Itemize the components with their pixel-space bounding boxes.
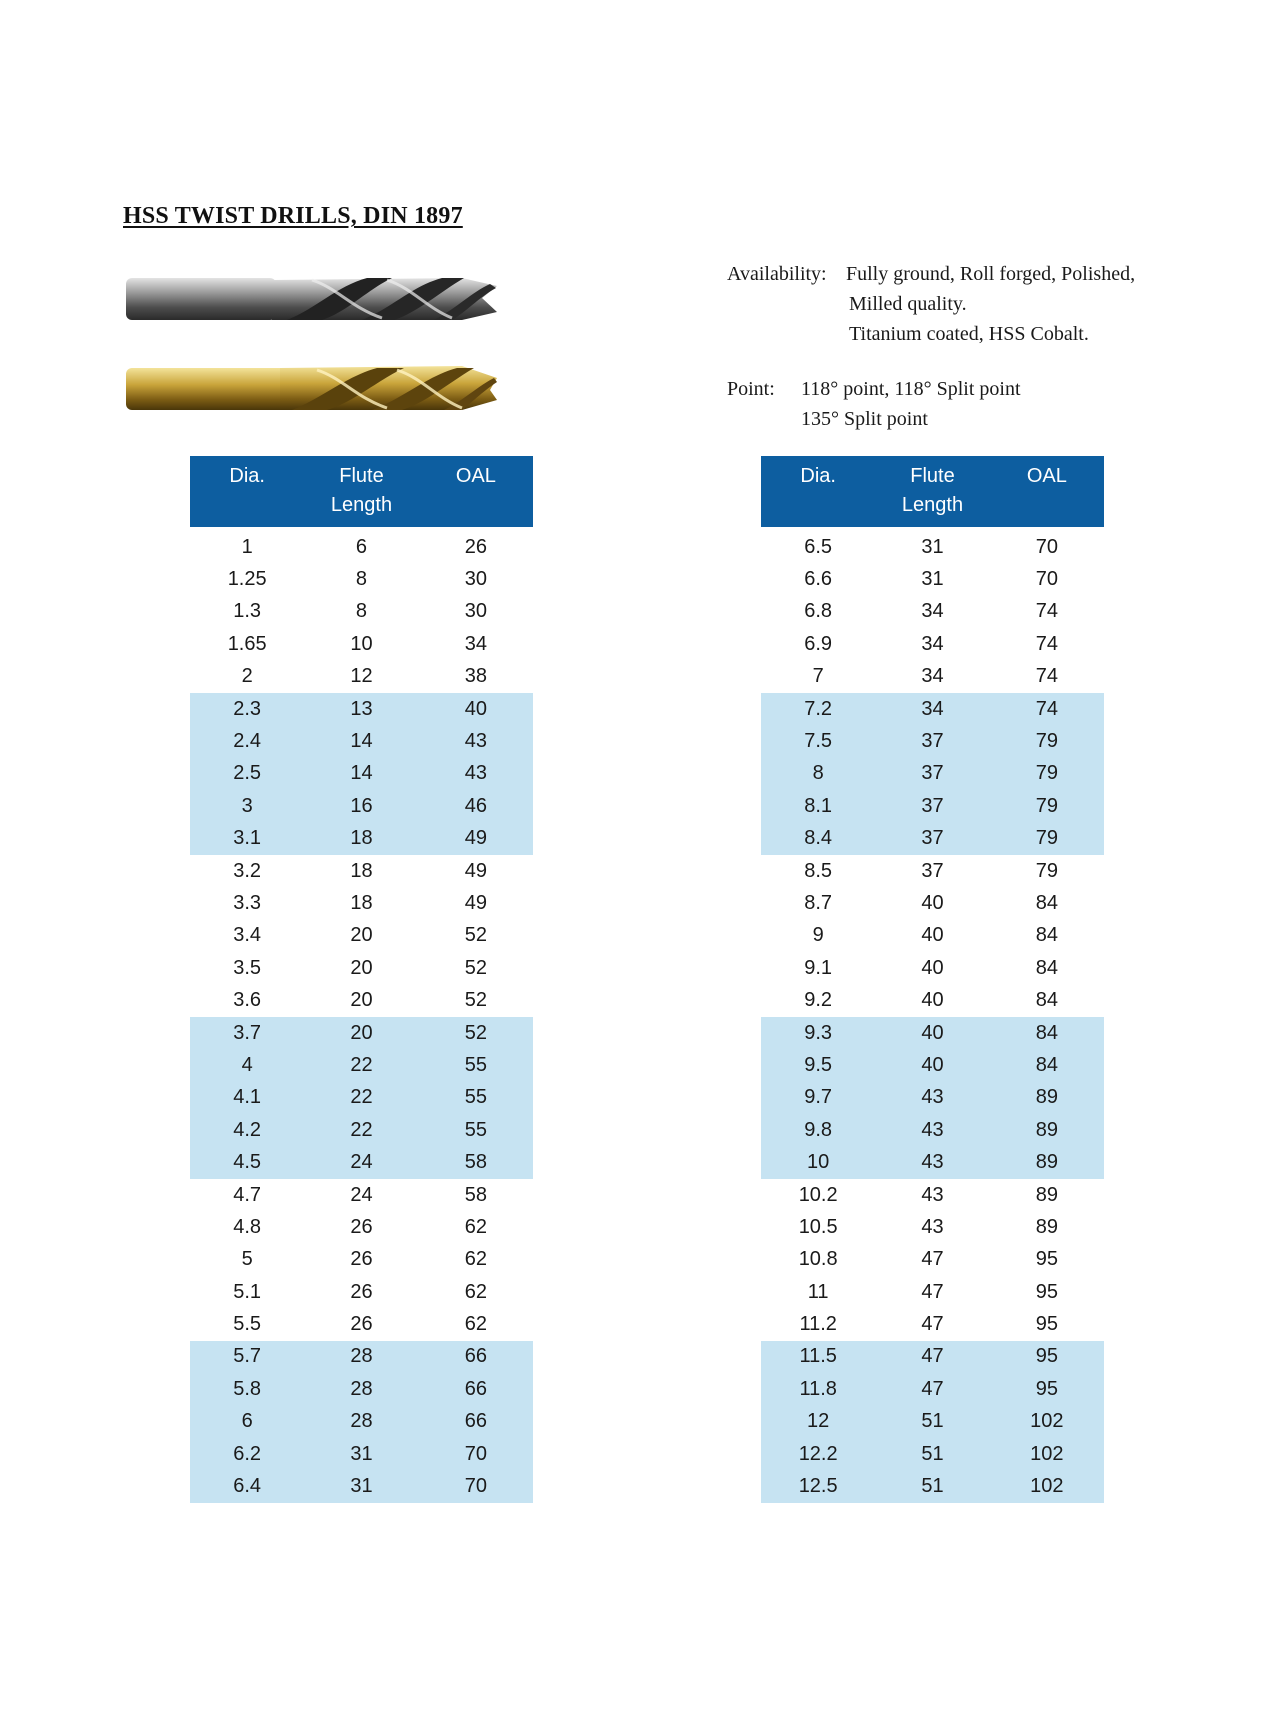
cell-oal: 49	[464, 859, 487, 882]
cell-dia: 8	[761, 758, 875, 790]
table-row	[190, 1470, 533, 1502]
table-row	[761, 790, 1104, 822]
cell-dia: 3	[190, 790, 304, 822]
cell-dia: 7.2	[761, 693, 875, 725]
cell-flute-length: 20	[350, 956, 373, 979]
cell-oal: 79	[990, 790, 1104, 822]
cell-flute-length: 40	[875, 1017, 989, 1049]
cell-flute-length: 31	[304, 1470, 418, 1502]
cell-dia: 11.8	[761, 1373, 875, 1405]
availability-label: Availability:	[727, 263, 827, 285]
table-row	[761, 1017, 1104, 1049]
cell-oal: 89	[1035, 1215, 1058, 1238]
header-flute-length: Flute Length	[875, 456, 989, 527]
cell-oal: 49	[464, 891, 487, 914]
cell-flute-length: 31	[921, 535, 944, 558]
cell-dia: 11.5	[761, 1341, 875, 1373]
cell-dia: 3.6	[233, 989, 262, 1012]
cell-oal: 52	[419, 1017, 533, 1049]
table-row	[761, 887, 1104, 919]
cell-oal: 102	[990, 1438, 1104, 1470]
cell-flute-length: 43	[875, 1082, 989, 1114]
cell-flute-length: 22	[304, 1114, 418, 1146]
cell-dia: 6.8	[804, 600, 833, 623]
cell-dia: 9.7	[761, 1082, 875, 1114]
cell-oal: 95	[1035, 1313, 1058, 1336]
cell-flute-length: 47	[921, 1248, 944, 1271]
cell-oal: 49	[419, 823, 533, 855]
point-label: Point:	[727, 378, 775, 400]
cell-oal: 62	[464, 1313, 487, 1336]
cell-dia: 3.7	[190, 1017, 304, 1049]
cell-oal: 84	[1035, 956, 1058, 979]
table-row	[761, 1438, 1104, 1470]
cell-oal: 79	[990, 758, 1104, 790]
cell-dia: 1.25	[227, 568, 267, 591]
cell-flute-length: 47	[921, 1313, 944, 1336]
table-row	[761, 693, 1104, 725]
table-row	[190, 1049, 533, 1081]
cell-oal: 102	[990, 1470, 1104, 1502]
cell-flute-length: 40	[921, 956, 944, 979]
cell-dia: 9.5	[761, 1049, 875, 1081]
table-row	[190, 1017, 533, 1049]
cell-oal: 95	[1035, 1248, 1058, 1271]
table-row	[190, 725, 533, 757]
cell-dia: 4.1	[190, 1082, 304, 1114]
table-row	[761, 1114, 1104, 1146]
cell-flute-length: 16	[304, 790, 418, 822]
cell-flute-length: 40	[921, 989, 944, 1012]
table-row	[761, 1373, 1104, 1405]
cell-flute-length: 28	[304, 1406, 418, 1438]
table-row	[190, 1211, 533, 1243]
table-row	[190, 596, 533, 628]
cell-oal: 84	[1035, 989, 1058, 1012]
availability-line-3: Titanium coated, HSS Cobalt.	[849, 323, 1089, 345]
table-row	[761, 1211, 1104, 1243]
header-oal: OAL	[419, 456, 533, 527]
cell-oal: 70	[419, 1470, 533, 1502]
cell-flute-length: 8	[355, 600, 368, 623]
cell-flute-length: 31	[304, 1438, 418, 1470]
cell-flute-length: 6	[355, 535, 368, 558]
cell-dia: 1.3	[233, 600, 262, 623]
cell-dia: 11.2	[799, 1313, 837, 1336]
cell-dia: 2.4	[190, 725, 304, 757]
cell-dia: 6.5	[804, 535, 833, 558]
cell-dia: 4.7	[233, 1183, 262, 1206]
table-row	[190, 855, 533, 887]
cell-dia: 2.5	[190, 758, 304, 790]
cell-dia: 3.2	[233, 859, 262, 882]
cell-flute-length: 22	[304, 1049, 418, 1081]
cell-oal: 89	[990, 1082, 1104, 1114]
cell-oal: 38	[464, 665, 487, 688]
header-dia: Dia.	[761, 456, 875, 527]
cell-oal: 89	[1035, 1183, 1058, 1206]
point-line-1: 118° point, 118° Split point	[801, 378, 1021, 400]
cell-oal: 74	[1035, 600, 1058, 623]
cell-dia: 4	[190, 1049, 304, 1081]
cell-dia: 4.8	[233, 1215, 262, 1238]
cell-oal: 70	[419, 1438, 533, 1470]
cell-oal: 102	[990, 1406, 1104, 1438]
cell-oal: 58	[419, 1146, 533, 1178]
cell-dia: 1.65	[227, 632, 267, 655]
cell-oal: 95	[990, 1341, 1104, 1373]
cell-flute-length: 51	[875, 1470, 989, 1502]
cell-flute-length: 47	[875, 1341, 989, 1373]
cell-flute-length: 37	[921, 859, 944, 882]
cell-oal: 95	[990, 1373, 1104, 1405]
table-row	[190, 920, 533, 952]
cell-flute-length: 26	[350, 1313, 373, 1336]
cell-flute-length: 47	[921, 1280, 944, 1303]
cell-oal: 79	[990, 725, 1104, 757]
cell-dia: 12.5	[761, 1470, 875, 1502]
table-row	[190, 1373, 533, 1405]
cell-flute-length: 34	[921, 632, 944, 655]
cell-oal: 84	[990, 1017, 1104, 1049]
cell-dia: 5.8	[190, 1373, 304, 1405]
cell-oal: 84	[990, 1049, 1104, 1081]
availability-line-2: Milled quality.	[849, 293, 967, 315]
table-row	[761, 563, 1104, 595]
table-row	[761, 1244, 1104, 1276]
cell-flute-length: 40	[921, 891, 944, 914]
header-dia: Dia.	[190, 456, 304, 527]
cell-dia: 9.3	[761, 1017, 875, 1049]
cell-flute-length: 20	[350, 924, 373, 947]
cell-oal: 55	[419, 1114, 533, 1146]
cell-dia: 10	[761, 1146, 875, 1178]
cell-flute-length: 28	[304, 1341, 418, 1373]
cell-oal: 66	[419, 1341, 533, 1373]
cell-dia: 10.8	[798, 1248, 838, 1271]
cell-flute-length: 20	[350, 989, 373, 1012]
table-row	[190, 823, 533, 855]
table-row	[761, 952, 1104, 984]
cell-flute-length: 12	[350, 665, 373, 688]
table-row	[190, 790, 533, 822]
table-row	[190, 661, 533, 693]
cell-flute-length: 28	[304, 1373, 418, 1405]
cell-flute-length: 34	[921, 665, 944, 688]
cell-flute-length: 37	[875, 725, 989, 757]
drill-table-right	[761, 456, 1104, 1503]
cell-dia: 8.5	[804, 859, 833, 882]
cell-dia: 5.1	[233, 1280, 262, 1303]
table-row	[761, 1470, 1104, 1502]
cell-dia: 12	[761, 1406, 875, 1438]
cell-flute-length: 10	[350, 632, 373, 655]
cell-oal: 84	[1035, 924, 1058, 947]
table-row	[761, 920, 1104, 952]
cell-dia: 6.4	[190, 1470, 304, 1502]
cell-dia: 9.8	[761, 1114, 875, 1146]
cell-oal: 30	[464, 568, 487, 591]
table-row	[761, 1341, 1104, 1373]
cell-dia: 8.7	[804, 891, 833, 914]
cell-dia: 2	[241, 665, 253, 688]
cell-oal: 70	[1035, 535, 1058, 558]
cell-flute-length: 43	[875, 1146, 989, 1178]
table-row	[190, 758, 533, 790]
cell-flute-length: 13	[304, 693, 418, 725]
cell-oal: 58	[464, 1183, 487, 1206]
table-row	[190, 563, 533, 595]
cell-dia: 6.6	[804, 568, 833, 591]
cell-flute-length: 43	[921, 1215, 944, 1238]
silver-drill-image	[122, 268, 502, 328]
cell-flute-length: 18	[350, 891, 373, 914]
cell-flute-length: 34	[875, 693, 989, 725]
cell-dia: 10.2	[798, 1183, 838, 1206]
cell-flute-length: 26	[350, 1215, 373, 1238]
cell-flute-length: 51	[875, 1438, 989, 1470]
cell-flute-length: 18	[304, 823, 418, 855]
cell-flute-length: 14	[304, 758, 418, 790]
cell-oal: 79	[990, 823, 1104, 855]
cell-flute-length: 22	[304, 1082, 418, 1114]
table-row	[190, 1179, 533, 1211]
cell-oal: 55	[419, 1082, 533, 1114]
table-row	[190, 1341, 533, 1373]
table-row	[761, 1049, 1104, 1081]
cell-dia: 12.2	[761, 1438, 875, 1470]
cell-oal: 79	[1035, 859, 1058, 882]
cell-flute-length: 37	[875, 758, 989, 790]
cell-dia: 10.5	[798, 1215, 838, 1238]
cell-flute-length: 37	[875, 823, 989, 855]
cell-oal: 95	[1035, 1280, 1058, 1303]
cell-flute-length: 14	[304, 725, 418, 757]
cell-oal: 52	[464, 924, 487, 947]
table-row	[761, 661, 1104, 693]
cell-oal: 66	[419, 1373, 533, 1405]
cell-oal: 30	[464, 600, 487, 623]
drill-table-right-body	[761, 527, 1104, 1503]
availability-line-1: Fully ground, Roll forged, Polished,	[846, 263, 1136, 285]
cell-oal: 62	[464, 1248, 487, 1271]
cell-oal: 89	[990, 1146, 1104, 1178]
cell-dia: 5.7	[190, 1341, 304, 1373]
table-row	[190, 1406, 533, 1438]
drill-table-left-body	[190, 527, 533, 1503]
cell-flute-length: 31	[921, 568, 944, 591]
page-title: HSS TWIST DRILLS, DIN 1897	[123, 203, 463, 229]
cell-flute-length: 40	[875, 1049, 989, 1081]
cell-dia: 6	[190, 1406, 304, 1438]
cell-oal: 40	[419, 693, 533, 725]
cell-dia: 3.5	[233, 956, 262, 979]
table-row	[761, 984, 1104, 1016]
table-row	[761, 1276, 1104, 1308]
table-row	[190, 952, 533, 984]
table-row	[761, 1406, 1104, 1438]
table-row	[761, 1308, 1104, 1340]
table-row	[761, 855, 1104, 887]
table-row	[190, 693, 533, 725]
table-row	[190, 1244, 533, 1276]
table-row	[190, 984, 533, 1016]
cell-flute-length: 24	[350, 1183, 373, 1206]
cell-oal: 34	[464, 632, 487, 655]
cell-dia: 7.5	[761, 725, 875, 757]
table-header-row	[190, 456, 533, 527]
table-row	[761, 628, 1104, 660]
table-row	[190, 1438, 533, 1470]
cell-dia: 8.1	[761, 790, 875, 822]
header-oal: OAL	[990, 456, 1104, 527]
cell-oal: 43	[419, 725, 533, 757]
cell-flute-length: 20	[304, 1017, 418, 1049]
cell-flute-length: 26	[350, 1248, 373, 1271]
cell-flute-length: 26	[350, 1280, 373, 1303]
cell-oal: 52	[464, 989, 487, 1012]
cell-dia: 7	[812, 665, 824, 688]
cell-oal: 70	[1035, 568, 1058, 591]
table-row	[761, 823, 1104, 855]
cell-oal: 74	[1035, 632, 1058, 655]
cell-dia: 3.3	[233, 891, 262, 914]
cell-oal: 52	[464, 956, 487, 979]
cell-dia: 6.9	[804, 632, 833, 655]
cell-flute-length: 34	[921, 600, 944, 623]
cell-oal: 66	[419, 1406, 533, 1438]
cell-oal: 46	[419, 790, 533, 822]
table-row	[190, 1146, 533, 1178]
table-row	[761, 725, 1104, 757]
cell-dia: 4.5	[190, 1146, 304, 1178]
table-row	[190, 527, 533, 563]
cell-dia: 5	[241, 1248, 253, 1271]
table-row	[761, 1082, 1104, 1114]
cell-oal: 55	[419, 1049, 533, 1081]
cell-oal: 74	[990, 693, 1104, 725]
cell-oal: 74	[1035, 665, 1058, 688]
cell-oal: 43	[419, 758, 533, 790]
table-row	[190, 1308, 533, 1340]
cell-flute-length: 47	[875, 1373, 989, 1405]
cell-dia: 4.2	[190, 1114, 304, 1146]
table-row	[190, 1114, 533, 1146]
table-header-row	[761, 456, 1104, 527]
cell-flute-length: 43	[921, 1183, 944, 1206]
table-row	[761, 1179, 1104, 1211]
table-row	[190, 628, 533, 660]
cell-dia: 9.1	[804, 956, 833, 979]
cell-flute-length: 37	[875, 790, 989, 822]
cell-flute-length: 51	[875, 1406, 989, 1438]
cell-flute-length: 8	[355, 568, 368, 591]
gold-drill-image	[122, 360, 502, 416]
cell-dia: 2.3	[190, 693, 304, 725]
cell-oal: 62	[464, 1215, 487, 1238]
cell-dia: 3.1	[190, 823, 304, 855]
point-line-2: 135° Split point	[801, 408, 928, 430]
cell-flute-length: 24	[304, 1146, 418, 1178]
table-row	[190, 887, 533, 919]
cell-oal: 62	[464, 1280, 487, 1303]
cell-dia: 1	[241, 535, 253, 558]
cell-dia: 9	[812, 924, 824, 947]
header-flute-length: Flute Length	[304, 456, 418, 527]
cell-dia: 11	[807, 1280, 829, 1303]
table-row	[190, 1276, 533, 1308]
cell-dia: 5.5	[233, 1313, 262, 1336]
cell-flute-length: 40	[921, 924, 944, 947]
cell-flute-length: 43	[875, 1114, 989, 1146]
cell-dia: 6.2	[190, 1438, 304, 1470]
cell-flute-length: 18	[350, 859, 373, 882]
table-row	[761, 1146, 1104, 1178]
table-row	[190, 1082, 533, 1114]
table-row	[761, 596, 1104, 628]
table-row	[761, 527, 1104, 563]
drill-table-left	[190, 456, 533, 1503]
cell-oal: 89	[990, 1114, 1104, 1146]
cell-dia: 9.2	[804, 989, 833, 1012]
cell-dia: 3.4	[233, 924, 262, 947]
cell-oal: 26	[464, 535, 487, 558]
cell-oal: 84	[1035, 891, 1058, 914]
table-row	[761, 758, 1104, 790]
cell-dia: 8.4	[761, 823, 875, 855]
